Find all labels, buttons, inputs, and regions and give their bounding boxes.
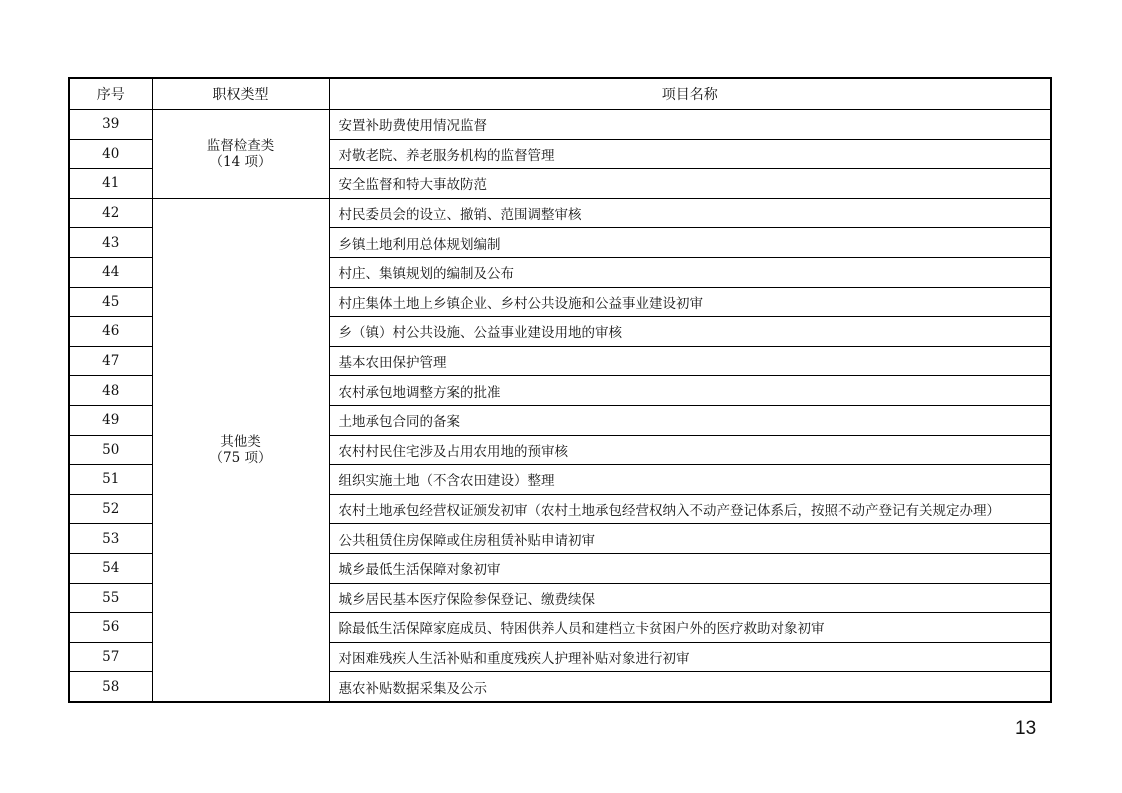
row-number: 40 (69, 139, 152, 169)
row-number: 54 (69, 553, 152, 583)
item-name: 惠农补贴数据采集及公示 (329, 672, 1051, 702)
row-number: 49 (69, 405, 152, 435)
item-name: 乡镇土地利用总体规划编制 (329, 228, 1051, 258)
row-number: 57 (69, 642, 152, 672)
power-list-table (68, 77, 1052, 703)
row-number: 52 (69, 494, 152, 524)
item-name: 村庄、集镇规划的编制及公布 (329, 257, 1051, 287)
row-number: 55 (69, 583, 152, 613)
category-cell (152, 198, 329, 702)
item-name: 安全监督和特大事故防范 (329, 169, 1051, 199)
item-name: 城乡居民基本医疗保险参保登记、缴费续保 (329, 583, 1051, 613)
row-number: 50 (69, 435, 152, 465)
item-name: 对困难残疾人生活补贴和重度残疾人护理补贴对象进行初审 (329, 642, 1051, 672)
header-category: 职权类型 (152, 78, 329, 110)
item-name: 基本农田保护管理 (329, 346, 1051, 376)
page-number: 13 (1015, 718, 1037, 739)
row-number: 56 (69, 613, 152, 643)
header-number: 序号 (69, 78, 152, 110)
item-name: 农村村民住宅涉及占用农用地的预审核 (329, 435, 1051, 465)
item-name: 公共租赁住房保障或住房租赁补贴申请初审 (329, 524, 1051, 554)
item-name: 对敬老院、养老服务机构的监督管理 (329, 139, 1051, 169)
item-name: 村民委员会的设立、撤销、范围调整审核 (329, 198, 1051, 228)
row-number: 47 (69, 346, 152, 376)
row-number: 46 (69, 317, 152, 347)
category-label: 其他类 (220, 433, 261, 450)
item-name: 除最低生活保障家庭成员、特困供养人员和建档立卡贫困户外的医疗救助对象初审 (329, 613, 1051, 643)
header-name: 项目名称 (329, 78, 1051, 110)
category-count: （14 项） (209, 153, 272, 170)
item-name: 乡（镇）村公共设施、公益事业建设用地的审核 (329, 317, 1051, 347)
row-number: 48 (69, 376, 152, 406)
row-number: 58 (69, 672, 152, 702)
category-cell (152, 110, 329, 199)
item-name: 组织实施土地（不含农田建设）整理 (329, 465, 1051, 495)
item-name: 农村承包地调整方案的批准 (329, 376, 1051, 406)
table-row (69, 198, 1051, 228)
row-number: 53 (69, 524, 152, 554)
item-name: 农村土地承包经营权证颁发初审（农村土地承包经营权纳入不动产登记体系后，按照不动产登记有关规定办理） (329, 494, 1051, 524)
item-name: 村庄集体土地上乡镇企业、乡村公共设施和公益事业建设初审 (329, 287, 1051, 317)
table-row (69, 110, 1051, 140)
row-number: 45 (69, 287, 152, 317)
row-number: 43 (69, 228, 152, 258)
row-number: 39 (69, 110, 152, 140)
item-name: 安置补助费使用情况监督 (329, 110, 1051, 140)
row-number: 51 (69, 465, 152, 495)
row-number: 41 (69, 169, 152, 199)
row-number: 44 (69, 257, 152, 287)
table-header-row (69, 78, 1051, 110)
category-count: （75 项） (209, 449, 272, 466)
item-name: 城乡最低生活保障对象初审 (329, 553, 1051, 583)
item-name: 土地承包合同的备案 (329, 405, 1051, 435)
table-body (69, 110, 1051, 702)
category-label: 监督检查类 (206, 137, 275, 154)
row-number: 42 (69, 198, 152, 228)
